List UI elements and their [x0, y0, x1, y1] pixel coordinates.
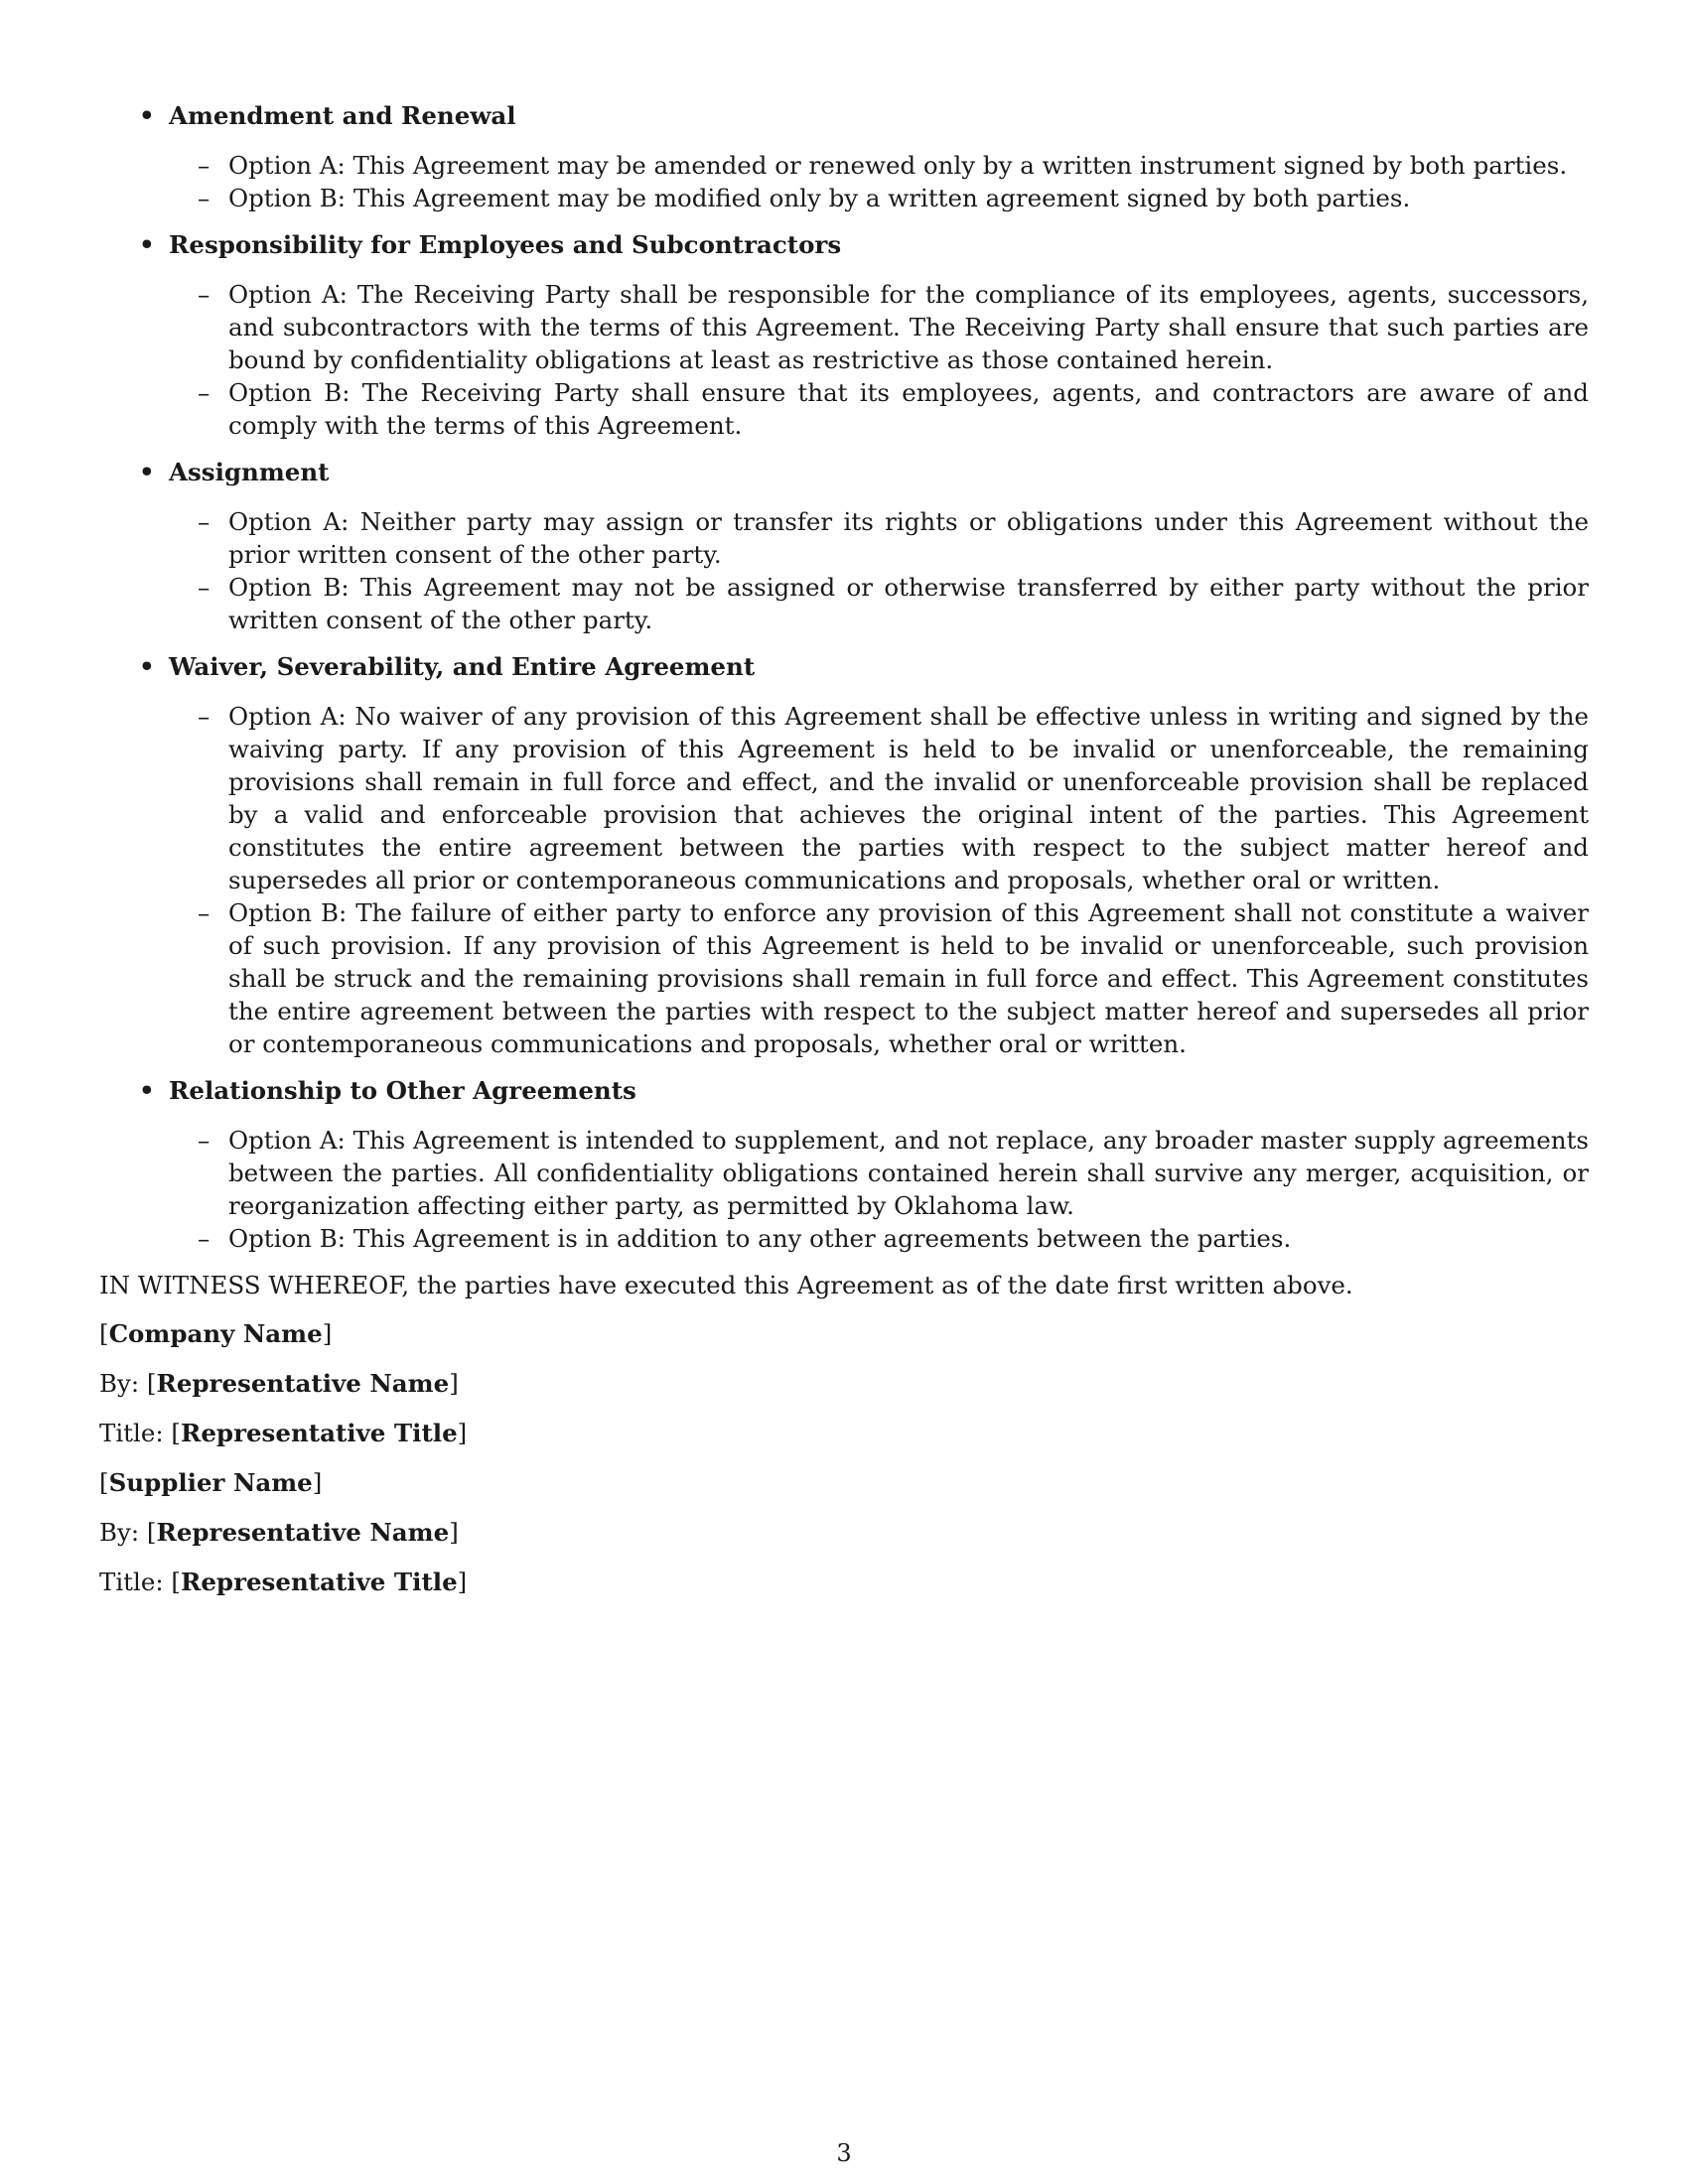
option-item: [169, 376, 1589, 442]
option-text: Option A: The Receiving Party shall be responsible for the compliance of its employees, agents, successors, and subcontractors with the terms of this Agreement. The Receiving Party shall ensure that such parties are bound by confidentiality obligations at least as restrictive as those contained herein.: [228, 280, 1589, 374]
section-responsibility: [99, 228, 1589, 442]
company-title-line: Title: [Representative Title]: [99, 1419, 468, 1447]
option-list: [169, 149, 1589, 214]
bullet: •: [139, 652, 155, 681]
supplier-representative-title: Representative Title: [180, 1568, 458, 1596]
option-item: [169, 1124, 1589, 1222]
section-amendment-renewal: [99, 99, 1589, 214]
section-heading: Amendment and Renewal: [169, 101, 516, 130]
option-item: [169, 896, 1589, 1060]
document-page: [99, 99, 1589, 1615]
option-text: Option A: No waiver of any provision of this Agreement shall be effective unless in writing and signed by the waiving party. If any provision of this Agreement is held to be invalid or unenforceable, the remaining provisions shall remain in full force and effect, and the invalid or unenforceable provision shall be replaced by a valid and enforceable provision that achieves the original intent of the parties. This Agreement constitutes the entire agreement between the parties with respect to the subject matter hereof and supersedes all prior or contemporaneous communications and proposals, whether oral or written.: [228, 702, 1589, 894]
option-text: Option A: This Agreement may be amended or renewed only by a written instrument signed by both parties.: [228, 151, 1568, 180]
title-label: Title:: [99, 1568, 164, 1596]
option-list: [169, 1124, 1589, 1255]
company-name-line: [Company Name]: [99, 1319, 333, 1348]
bullet: •: [139, 1076, 155, 1105]
company-name: Company Name: [108, 1319, 323, 1348]
option-item: [169, 149, 1589, 182]
by-label: By:: [99, 1369, 140, 1398]
option-text: Option A: Neither party may assign or transfer its rights or obligations under this Agreement without the prior written consent of the other party.: [228, 507, 1589, 569]
dash: –: [198, 898, 211, 927]
option-item: [169, 571, 1589, 636]
witness-statement: IN WITNESS WHEREOF, the parties have executed this Agreement as of the date first written above.: [99, 1271, 1353, 1299]
dash: –: [198, 702, 211, 731]
section-heading: Assignment: [169, 458, 330, 486]
option-text: Option B: This Agreement is in addition to any other agreements between the parties.: [228, 1224, 1292, 1253]
dash: –: [198, 184, 211, 212]
dash: –: [198, 151, 211, 180]
option-list: [169, 505, 1589, 636]
option-text: Option B: The Receiving Party shall ensure that its employees, agents, and contractors are aware of and comply with the terms of this Agreement.: [228, 378, 1589, 440]
dash: –: [198, 378, 211, 407]
option-item: [169, 1222, 1589, 1255]
page-number: 3: [836, 2139, 852, 2167]
section-heading: Responsibility for Employees and Subcontractors: [169, 230, 842, 259]
supplier-representative-name: Representative Name: [156, 1518, 450, 1547]
bullet: •: [139, 458, 155, 486]
by-label: By:: [99, 1518, 140, 1547]
dash: –: [198, 280, 211, 309]
option-text: Option B: The failure of either party to enforce any provision of this Agreement shall not constitute a waiver of such provision. If any provision of this Agreement is held to be invalid or unenforceable, such provision shall be struck and the remaining provisions shall remain in full force and effect. This Agreement constitutes the entire agreement between the parties with respect to the subject matter hereof and supersedes all prior or contemporaneous communications and proposals, whether oral or written.: [228, 898, 1589, 1058]
dash: –: [198, 507, 211, 536]
supplier-name-line: [Supplier Name]: [99, 1468, 323, 1497]
section-assignment: [99, 456, 1589, 636]
dash: –: [198, 1224, 211, 1253]
supplier-name: Supplier Name: [108, 1468, 313, 1497]
option-list: [169, 700, 1589, 1060]
option-text: Option B: This Agreement may not be assigned or otherwise transferred by either party without the prior written consent of the other party.: [228, 573, 1589, 634]
section-relationship: [99, 1074, 1589, 1255]
supplier-by-line: By: [Representative Name]: [99, 1518, 459, 1547]
section-heading: Relationship to Other Agreements: [169, 1076, 636, 1105]
option-item: [169, 505, 1589, 571]
option-text: Option A: This Agreement is intended to supplement, and not replace, any broader master supply agreements between the parties. All confidentiality obligations contained herein shall survive any merger, acquisition, or reorganization affecting either party, as permitted by Oklahoma law.: [228, 1126, 1589, 1220]
option-item: [169, 278, 1589, 376]
company-representative-title: Representative Title: [180, 1419, 458, 1447]
bullet: •: [139, 101, 155, 130]
dash: –: [198, 1126, 211, 1155]
section-heading: Waiver, Severability, and Entire Agreement: [169, 652, 756, 681]
option-item: [169, 700, 1589, 896]
option-list: [169, 278, 1589, 442]
option-text: Option B: This Agreement may be modified only by a written agreement signed by both parties.: [228, 184, 1411, 212]
company-by-line: By: [Representative Name]: [99, 1369, 459, 1398]
title-label: Title:: [99, 1419, 164, 1447]
supplier-title-line: Title: [Representative Title]: [99, 1568, 468, 1596]
dash: –: [198, 573, 211, 602]
company-representative-name: Representative Name: [156, 1369, 450, 1398]
bullet: •: [139, 230, 155, 259]
section-waiver-severability: [99, 650, 1589, 1060]
option-item: [169, 182, 1589, 214]
